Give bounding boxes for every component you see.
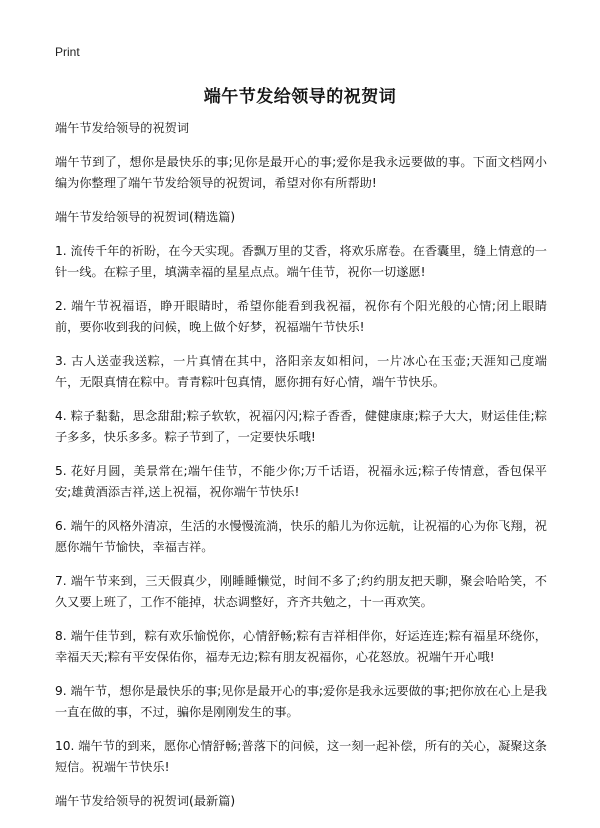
- intro-heading: 端午节发给领导的祝贺词: [55, 121, 190, 135]
- list-item: 3. 古人送壶我送粽，一片真情在其中，洛阳亲友如相问，一片冰心在玉壶;天涯知己度端午，无限真情在粽中。青青粽叶包真情，愿你拥有好心情，端午节快乐。: [55, 354, 547, 389]
- list-item: 9. 端午节，想你是最快乐的事;见你是最开心的事;爱你是我永远要做的事;把你放在心上是我一直在做的事，不过，骗你是刚刚发生的事。: [55, 684, 547, 719]
- section-heading-selected: 端午节发给领导的祝贺词(精选篇): [55, 210, 236, 224]
- section-heading-latest: 端午节发给领导的祝贺词(最新篇): [55, 794, 236, 808]
- list-item: 7. 端午节来到，三天假真少，刚睡睡懒觉，时间不多了;约约朋友把天聊，聚会哈哈笑，不久又要上班了，工作不能掉，状态调整好，齐齐共勉之，十一再欢笑。: [55, 574, 547, 609]
- list-item: 5. 花好月圆，美景常在;端午佳节，不能少你;万千话语，祝福永远;粽子传情意，香包保平安;雄黄酒添吉祥,送上祝福，祝你端午节快乐!: [55, 464, 547, 499]
- intro-paragraph: 端午节到了，想你是最快乐的事;见你是最开心的事;爱你是我永远要做的事。下面文档网小编为你整理了端午节发给领导的祝贺词，希望对你有所帮助!: [55, 155, 547, 190]
- list-item: 10. 端午节的到来，愿你心情舒畅;普落下的问候，这一刻一起补偿，所有的关心，凝聚这条短信。祝端午节快乐!: [55, 739, 547, 774]
- list-item: 1. 流传千年的祈盼，在今天实现。香飘万里的艾香，将欢乐席卷。在香囊里，缝上情意的一针一线。在粽子里，填满幸福的星星点点。端午佳节，祝你一切遂愿!: [55, 244, 547, 279]
- list-item: 8. 端午佳节到，粽有欢乐愉悦你，心情舒畅;粽有吉祥相伴你，好运连连;粽有福星环绕你，幸福天天;粽有平安保佑你，福寿无边;粽有朋友祝福你，心花怒放。祝端午开心哦!: [55, 629, 547, 664]
- list-item: 2. 端午节祝福语，睁开眼睛时，希望你能看到我祝福，祝你有个阳光般的心情;闭上眼睛前，要你收到我的问候，晚上做个好梦，祝福端午节快乐!: [55, 299, 547, 334]
- print-label: Print: [55, 45, 80, 59]
- document-body: [55, 118, 547, 825]
- list-item: 6. 端午的风格外清凉，生活的水慢慢流淌，快乐的船儿为你远航，让祝福的心为你飞翔，祝愿你端午节愉快，幸福吉祥。: [55, 519, 547, 554]
- document-title: 端午节发给领导的祝贺词: [203, 87, 397, 107]
- list-item: 4. 粽子黏黏，思念甜甜;粽子软软，祝福闪闪;粽子香香，健健康康;粽子大大，财运佳佳;粽子多多，快乐多多。粽子节到了，一定要快乐哦!: [55, 409, 547, 444]
